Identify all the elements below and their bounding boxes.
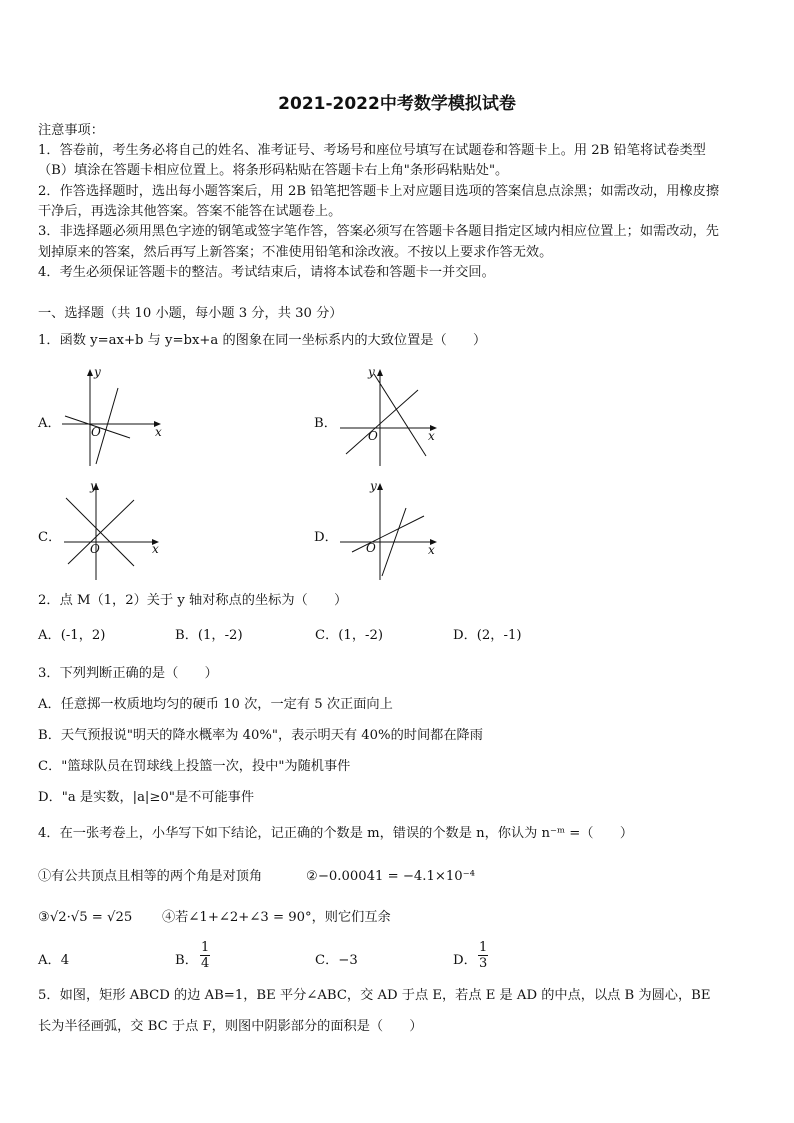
q3-option-b: B．天气预报说"明天的降水概率为 40%"，表示明天有 40%的时间都在降雨 — [38, 728, 483, 743]
q3-option-a: A．任意掷一枚质地均匀的硬币 10 次，一定有 5 次正面向上 — [38, 697, 393, 712]
notice-line: 2．作答选择题时，选出每小题答案后，用 2B 铅笔把答题卡上对应题目选项的答案信息点涂黑；如需改动，用橡皮擦 — [38, 184, 720, 199]
notice-line: 4．考生必须保证答题卡的整洁。考试结束后，请将本试卷和答题卡一并交回。 — [38, 265, 495, 280]
question-2-stem: 2．点 M（1，2）关于 y 轴对称点的坐标为（ ） — [38, 593, 348, 608]
q2-option-b: B．(1，-2) — [175, 628, 243, 643]
q1-option-b-label: B． — [314, 416, 337, 431]
q4-statement-3: ③√2·√5 = √25 — [38, 910, 133, 925]
q4-option-b-fraction — [200, 940, 210, 971]
question-5-line-1: 5．如图，矩形 ABCD 的边 AB=1，BE 平分∠ABC，交 AD 于点 E，若点 E 是 AD 的中点，以点 B 为圆心，BE — [38, 988, 711, 1003]
q2-option-a: A．(-1，2) — [38, 628, 106, 643]
y-axis-label: y — [368, 366, 375, 379]
notice-heading: 注意事项： — [38, 123, 104, 138]
q4-option-c: C．−3 — [315, 953, 358, 968]
origin-label: O — [91, 425, 101, 439]
notice-line: 1．答卷前，考生务必将自己的姓名、准考证号、考场号和座位号填写在试题卷和答题卡上。用 2B 铅笔将试卷类型 — [38, 143, 706, 158]
q1-graph-b — [338, 366, 440, 472]
q1-graph-c — [62, 480, 166, 586]
q4-statement-2: ②−0.00041 = −4.1×10⁻⁴ — [306, 869, 475, 884]
q4-statement-1: ①有公共顶点且相等的两个角是对顶角 — [38, 869, 263, 884]
question-3-stem: 3．下列判断正确的是（ ） — [38, 666, 218, 681]
x-axis-label: x — [428, 429, 435, 443]
question-4-stem: 4．在一张考卷上，小华写下如下结论，记正确的个数是 m，错误的个数是 n，你认为 n⁻ᵐ =（ ） — [38, 826, 634, 841]
q2-option-d: D．(2，-1) — [453, 628, 522, 643]
fraction-denominator: 4 — [201, 956, 210, 971]
page-title: 2021-2022中考数学模拟试卷 — [278, 94, 516, 114]
x-axis-label: x — [152, 542, 159, 556]
origin-label: O — [90, 542, 100, 556]
fraction-denominator: 3 — [479, 956, 488, 971]
notice-line: 划掉原来的答案，然后再写上新答案；不准使用铅笔和涂改液。不按以上要求作答无效。 — [38, 245, 553, 260]
q4-statement-4: ④若∠1+∠2+∠3 = 90°，则它们互余 — [162, 910, 391, 925]
q4-option-d-label: D． — [453, 953, 477, 968]
notice-line: 3．非选择题必须用黑色字迹的钢笔或签字笔作答，答案必须写在答题卡各题目指定区域内相应位置上；如需改动，先 — [38, 224, 719, 239]
q2-option-c: C．(1，-2) — [315, 628, 383, 643]
origin-label: O — [368, 429, 378, 443]
notice-line: （B）填涂在答题卡相应位置上。将条形码粘贴在答题卡右上角"条形码粘贴处"。 — [38, 163, 509, 178]
q1-graph-a — [60, 366, 170, 472]
fraction-numerator: 1 — [479, 940, 488, 955]
origin-label: O — [366, 541, 376, 555]
fraction-numerator: 1 — [201, 940, 210, 955]
q3-option-c: C．"篮球队员在罚球线上投篮一次，投中"为随机事件 — [38, 759, 351, 774]
question-5-line-2: 长为半径画弧，交 BC 于点 F，则图中阴影部分的面积是（ ） — [38, 1019, 423, 1034]
q1-option-c-label: C． — [38, 530, 62, 545]
q4-option-a: A．4 — [38, 953, 70, 968]
notice-line: 干净后，再选涂其他答案。答案不能答在试题卷上。 — [38, 204, 342, 219]
q1-graph-d — [338, 480, 440, 586]
x-axis-label: x — [155, 425, 162, 439]
question-1-stem: 1．函数 y=ax+b 与 y=bx+a 的图象在同一坐标系内的大致位置是（ ） — [38, 333, 487, 348]
y-axis-label: y — [370, 480, 377, 493]
section-heading: 一、选择题（共 10 小题，每小题 3 分，共 30 分） — [38, 306, 343, 321]
q1-option-d-label: D． — [314, 530, 338, 545]
y-axis-label: y — [90, 480, 97, 493]
y-axis-label: y — [94, 366, 101, 379]
q1-option-a-label: A． — [38, 416, 61, 431]
q4-option-d-fraction — [478, 940, 488, 971]
x-axis-label: x — [428, 543, 435, 557]
q4-option-b-label: B． — [175, 953, 198, 968]
q3-option-d: D．"a 是实数，|a|≥0"是不可能事件 — [38, 790, 255, 805]
